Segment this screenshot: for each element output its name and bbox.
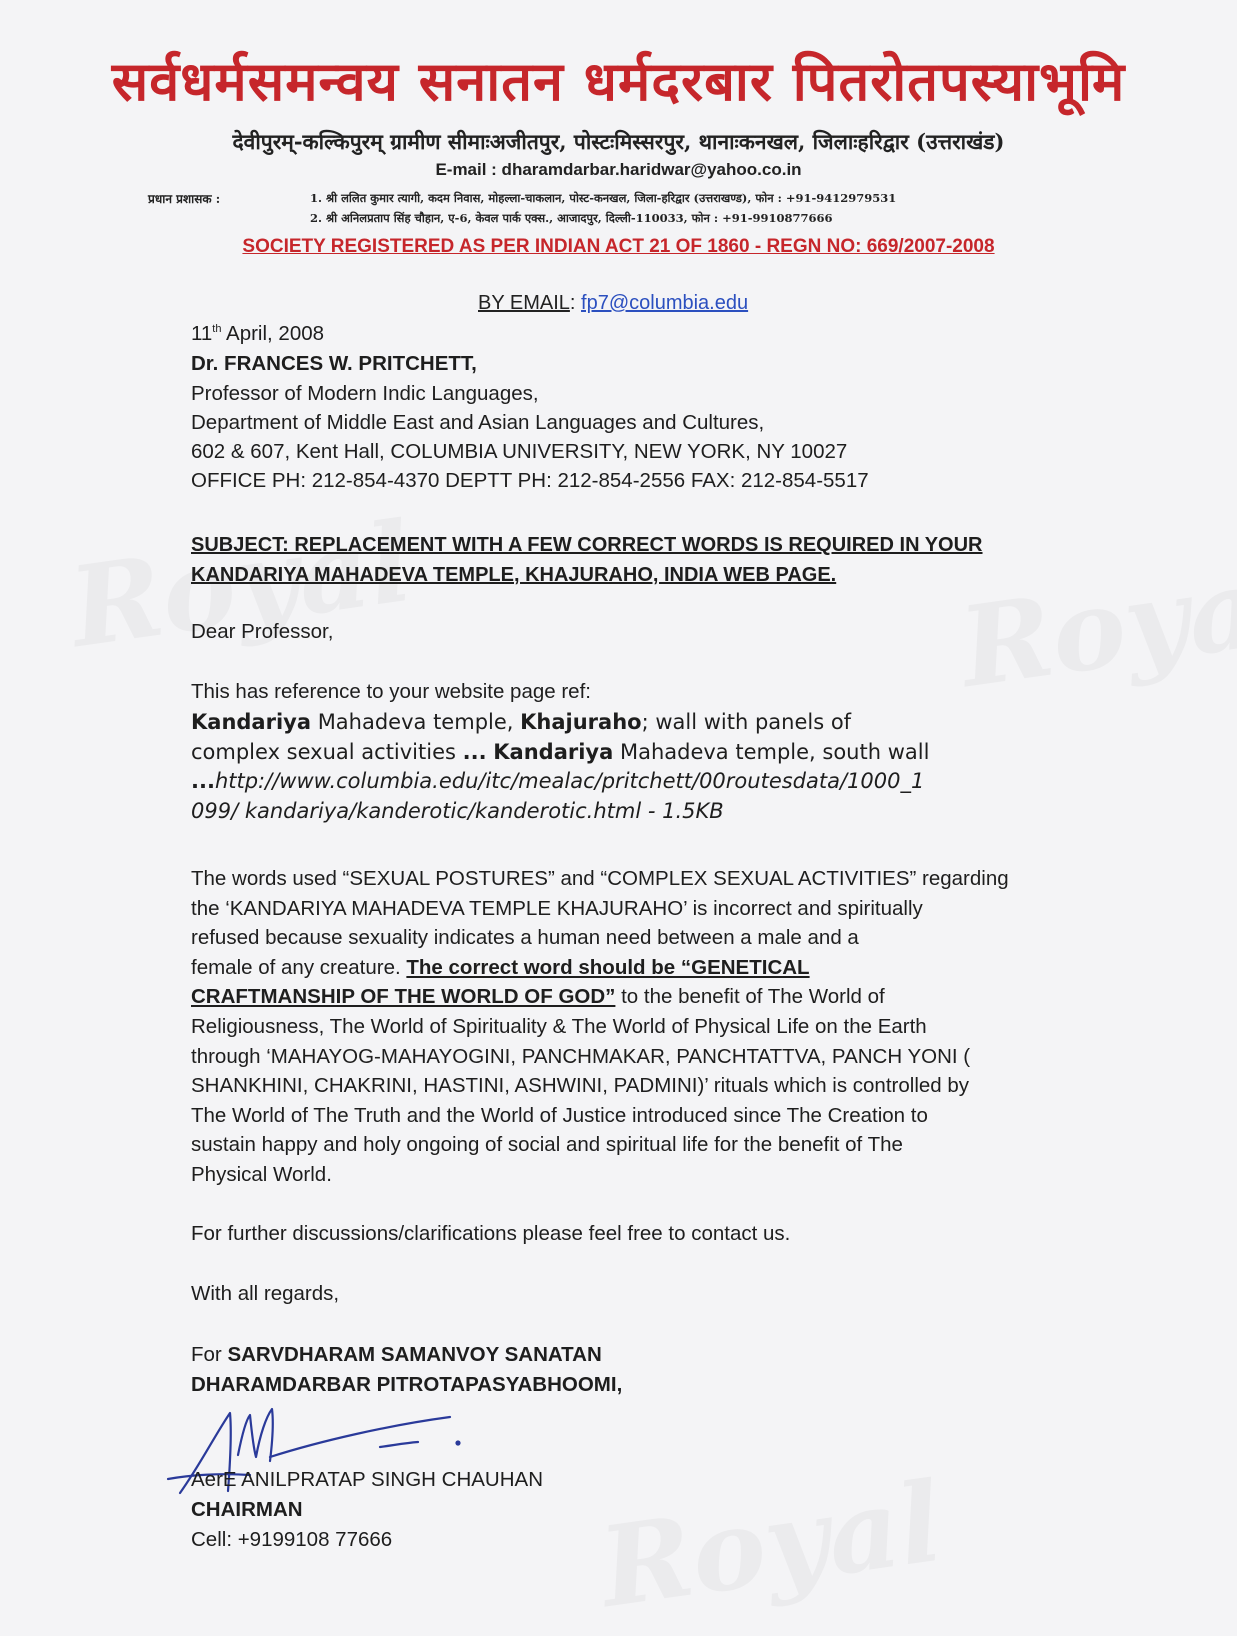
para-emphasis: The correct word should be “GENETICAL [406, 955, 810, 979]
main-paragraph [191, 864, 1009, 1190]
reference-line-2 [191, 738, 929, 768]
para-line: The World of The Truth and the World of Justice introduced since The Creation to [191, 1103, 928, 1127]
date-rest: April, 2008 [221, 322, 325, 345]
watermark [953, 537, 1237, 712]
delivery-separator: : [569, 292, 582, 314]
signer-name: AerE ANILPRATAP SINGH CHAUHAN [191, 1468, 544, 1491]
address-line: Department of Middle East and Asian Languages and Cultures, [191, 411, 765, 434]
admin-label: प्रधान प्रशासक : [148, 192, 221, 206]
para-text: to the benefit of The World of [615, 985, 885, 1009]
signer-cell: Cell: +9199108 77666 [191, 1528, 393, 1551]
para-line: Physical World. [191, 1162, 332, 1186]
signer-title: CHAIRMAN [191, 1498, 303, 1521]
delivery-email-link[interactable]: fp7@columbia.edu [581, 292, 749, 314]
subject-line-1: SUBJECT: REPLACEMENT WITH A FEW CORRECT WORDS IS REQUIRED IN YOUR [191, 534, 983, 556]
recipient-address [191, 379, 869, 495]
ref-bold: Khajuraho [520, 710, 642, 734]
ref-text: complex sexual activities [191, 739, 463, 764]
ref-bold: Kandariya [493, 739, 614, 764]
for-org-line-1 [191, 1340, 622, 1370]
para-emphasis: CRAFTMANSHIP OF THE WORLD OF GOD” [191, 985, 616, 1009]
subject-line-2: KANDARIYA MAHADEVA TEMPLE, KHAJURAHO, INDIA WEB PAGE. [191, 564, 837, 586]
reference-url: http://www.columbia.edu/itc/mealac/pritchett/00routesdata/1000_1 [214, 769, 925, 793]
salutation: Dear Professor, [191, 620, 334, 643]
admin-line-2: 2. श्री अनिलप्रताप सिंह चौहान, ए-6, केवल पार्क एक्स., आजादपुर, दिल्ली-110033, फोन : +91-9910877666 [310, 211, 833, 225]
ref-bold: ... [462, 739, 487, 764]
para-text: female of any creature. [191, 955, 407, 979]
address-line: 602 & 607, Kent Hall, COLUMBIA UNIVERSITY, NEW YORK, NY 10027 [191, 440, 848, 463]
reference-line-3 [191, 767, 929, 797]
ref-bold: Kandariya [191, 710, 312, 734]
for-prefix: For [191, 1343, 228, 1366]
letter-date [191, 322, 324, 346]
watermark [593, 1457, 949, 1632]
delivery-label: BY EMAIL [478, 292, 570, 314]
date-day: 11 [191, 322, 213, 345]
address-line: OFFICE PH: 212-854-4370 DEPTT PH: 212-854-2556 FAX: 212-854-5517 [191, 469, 869, 492]
further-contact-line: For further discussions/clarifications please feel free to contact us. [191, 1222, 791, 1245]
para-line: The words used “SEXUAL POSTURES” and “COMPLEX SEXUAL ACTIVITIES” regarding [191, 867, 1009, 890]
ref-text: ; wall with panels of [641, 710, 852, 734]
closing: With all regards, [191, 1282, 340, 1305]
org-name: SARVDHARAM SAMANVOY SANATAN [227, 1343, 602, 1366]
letterhead-title: सर्वधर्मसमन्वय सनातन धर्मदरबार पितरोतपस्याभूमि [111, 49, 1126, 113]
para-line: sustain happy and holy ongoing of social and spiritual life for the benefit of The [191, 1133, 903, 1157]
date-suffix: th [212, 323, 222, 336]
letterhead-address: देवीपुरम्-कल्किपुरम् ग्रामीण सीमाःअजीतपुर, पोस्टःमिस्सरपुर, थानाःकनखल, जिलाःहरिद्वार (उत्तराखंड) [232, 129, 1005, 154]
ref-bold: ... [191, 769, 215, 793]
for-organization [191, 1340, 622, 1400]
admin-line-1: 1. श्री ललित कुमार त्यागी, कदम निवास, मोहल्ला-चाकलान, पोस्ट-कनखल, जिला-हरिद्वार (उत्तराखण्ड), फोन : +91-9412979531 [310, 191, 897, 205]
para-line [191, 982, 1009, 1012]
para-line: Religiousness, The World of Spirituality & The World of Physical Life on the Earth [191, 1014, 927, 1038]
registration-line: SOCIETY REGISTERED AS PER INDIAN ACT 21 OF 1860 - REGN NO: 669/2007-2008 [242, 236, 995, 257]
para-line: SHANKHINI, CHAKRINI, HASTINI, ASHWINI, PADMINI)’ rituals which is controlled by [191, 1074, 970, 1098]
subject [191, 530, 983, 590]
reference-block [191, 708, 929, 826]
ref-text: Mahadeva temple, [311, 710, 521, 734]
org-name: DHARAMDARBAR PITROTAPASYABHOOMI, [191, 1373, 623, 1396]
para-line: through ‘MAHAYOG-MAHAYOGINI, PANCHMAKAR, PANCHTATTVA, PANCH YONI ( [191, 1044, 971, 1068]
delivery-line [478, 292, 748, 315]
reference-intro: This has reference to your website page ref: [191, 680, 591, 703]
para-line: the ‘KANDARIYA MAHADEVA TEMPLE KHAJURAHO’ is incorrect and spiritually [191, 896, 923, 920]
recipient-name: Dr. FRANCES W. PRITCHETT, [191, 352, 477, 375]
reference-url: 099/ kandariya/kanderotic/kanderotic.html - 1.5KB [191, 798, 724, 823]
reference-line-4 [191, 797, 929, 827]
address-line: Professor of Modern Indic Languages, [191, 382, 539, 405]
letterhead-email: E-mail : dharamdarbar.haridwar@yahoo.co.in [435, 160, 802, 179]
para-line: refused because sexuality indicates a human need between a male and a [191, 926, 859, 950]
reference-line-1 [191, 708, 929, 738]
para-line [191, 953, 1009, 983]
ref-text: Mahadeva temple, south wall [613, 739, 930, 764]
